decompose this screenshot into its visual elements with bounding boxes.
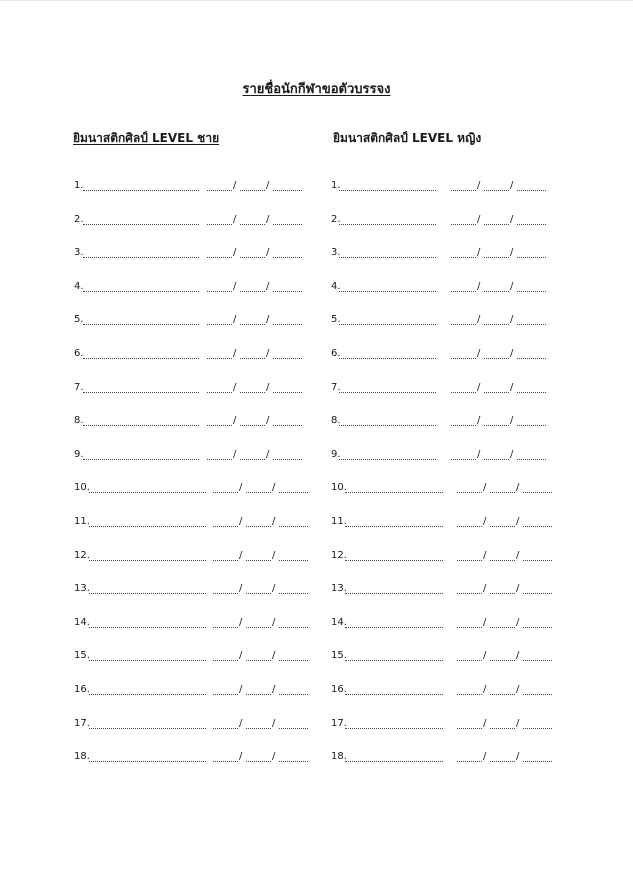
birth-day-field[interactable] (213, 593, 238, 594)
date-separator: / (516, 650, 520, 662)
birth-year-field[interactable] (517, 291, 546, 292)
date-separator: / (239, 549, 243, 561)
athlete-name-field[interactable] (339, 392, 436, 393)
date-separator: / (233, 381, 237, 393)
date-separator: / (477, 180, 481, 191)
date-separator: / (239, 683, 243, 695)
date-separator: / (272, 482, 276, 494)
birth-day-field[interactable] (213, 526, 238, 527)
athlete-name-field[interactable] (345, 694, 443, 695)
date-separator: / (239, 583, 243, 595)
date-separator: / (516, 583, 520, 595)
entry-number: 7. (74, 381, 84, 393)
birth-year-field[interactable] (279, 627, 308, 628)
date-separator: / (239, 515, 243, 527)
entry-number: 15. (74, 650, 90, 662)
birth-year-field[interactable] (279, 492, 308, 493)
birth-day-field[interactable] (207, 358, 232, 359)
date-separator: / (477, 448, 481, 460)
birth-month-field[interactable] (484, 425, 509, 426)
birth-day-field[interactable] (213, 761, 238, 762)
birth-year-field[interactable] (273, 324, 302, 325)
date-separator: / (239, 650, 243, 662)
birth-year-field[interactable] (273, 257, 302, 258)
birth-day-field[interactable] (213, 560, 238, 561)
birth-month-field[interactable] (246, 694, 271, 695)
birth-year-field[interactable] (273, 224, 302, 225)
date-separator: / (272, 751, 276, 763)
birth-day-field[interactable] (451, 425, 476, 426)
entry-number: 14. (331, 616, 347, 628)
date-separator: / (272, 616, 276, 628)
date-separator: / (233, 448, 237, 460)
birth-year-field[interactable] (517, 358, 546, 359)
entry-number: 13. (331, 583, 347, 595)
birth-year-field[interactable] (517, 224, 546, 225)
birth-month-field[interactable] (246, 560, 271, 561)
birth-day-field[interactable] (207, 459, 232, 460)
entry-number: 3. (74, 247, 84, 259)
date-separator: / (483, 616, 487, 628)
date-separator: / (477, 381, 481, 393)
birth-day-field[interactable] (451, 392, 476, 393)
birth-month-field[interactable] (490, 526, 515, 527)
entry-number: 12. (331, 549, 347, 561)
date-separator: / (483, 549, 487, 561)
birth-month-field[interactable] (240, 459, 265, 460)
birth-day-field[interactable] (457, 660, 482, 661)
date-separator: / (510, 448, 514, 460)
document-title: รายชื่อนักกีฬาขอตัวบรรจง (242, 82, 391, 97)
birth-month-field[interactable] (240, 324, 265, 325)
entry-number: 5. (74, 314, 84, 326)
date-separator: / (516, 683, 520, 695)
date-separator: / (510, 347, 514, 359)
athlete-name-field[interactable] (339, 257, 436, 258)
entry-number: 15. (331, 650, 347, 662)
date-separator: / (477, 247, 481, 259)
birth-day-field[interactable] (457, 560, 482, 561)
birth-day-field[interactable] (457, 492, 482, 493)
entry-number: 8. (74, 415, 84, 427)
date-separator: / (516, 515, 520, 527)
birth-month-field[interactable] (484, 291, 509, 292)
birth-day-field[interactable] (457, 761, 482, 762)
birth-month-field[interactable] (490, 694, 515, 695)
date-separator: / (233, 247, 237, 259)
athlete-name-field[interactable] (339, 224, 436, 225)
birth-day-field[interactable] (207, 392, 232, 393)
athlete-name-field[interactable] (345, 761, 443, 762)
birth-day-field[interactable] (451, 324, 476, 325)
birth-month-field[interactable] (246, 593, 271, 594)
birth-day-field[interactable] (457, 627, 482, 628)
entry-number: 10. (331, 482, 347, 494)
birth-month-field[interactable] (246, 492, 271, 493)
date-separator: / (272, 650, 276, 662)
birth-year-field[interactable] (523, 492, 552, 493)
date-separator: / (510, 180, 514, 191)
birth-month-field[interactable] (240, 257, 265, 258)
athlete-name-field[interactable] (89, 492, 206, 493)
birth-year-field[interactable] (523, 627, 552, 628)
birth-year-field[interactable] (273, 392, 302, 393)
date-separator: / (233, 213, 237, 225)
birth-year-field[interactable] (517, 257, 546, 258)
athlete-name-field[interactable] (89, 761, 206, 762)
athlete-name-field[interactable] (83, 324, 199, 325)
birth-day-field[interactable] (451, 224, 476, 225)
date-separator: / (239, 751, 243, 763)
birth-year-field[interactable] (273, 358, 302, 359)
date-separator: / (516, 549, 520, 561)
athlete-name-field[interactable] (339, 459, 436, 460)
birth-day-field[interactable] (213, 660, 238, 661)
date-separator: / (483, 583, 487, 595)
date-separator: / (483, 515, 487, 527)
birth-day-field[interactable] (457, 526, 482, 527)
entry-number: 11. (74, 515, 90, 527)
athlete-name-field[interactable] (345, 593, 443, 594)
entry-number: 17. (331, 717, 347, 729)
birth-day-field[interactable] (457, 728, 482, 729)
entry-number: 5. (331, 314, 341, 326)
birth-month-field[interactable] (484, 459, 509, 460)
birth-year-field[interactable] (279, 526, 308, 527)
birth-year-field[interactable] (279, 593, 308, 594)
birth-month-field[interactable] (484, 392, 509, 393)
birth-month-field[interactable] (490, 761, 515, 762)
date-separator: / (477, 314, 481, 326)
birth-month-field[interactable] (240, 291, 265, 292)
birth-month-field[interactable] (490, 728, 515, 729)
birth-year-field[interactable] (279, 560, 308, 561)
athlete-name-field[interactable] (83, 291, 199, 292)
date-separator: / (233, 415, 237, 427)
date-separator: / (510, 381, 514, 393)
birth-month-field[interactable] (240, 392, 265, 393)
birth-day-field[interactable] (213, 728, 238, 729)
date-separator: / (233, 314, 237, 326)
birth-year-field[interactable] (517, 425, 546, 426)
date-separator: / (266, 381, 270, 393)
birth-year-field[interactable] (523, 526, 552, 527)
athlete-name-field[interactable] (345, 728, 443, 729)
entry-number: 6. (74, 347, 84, 359)
entry-number: 11. (331, 515, 347, 527)
birth-year-field[interactable] (279, 694, 308, 695)
birth-day-field[interactable] (207, 324, 232, 325)
birth-day-field[interactable] (207, 190, 232, 191)
date-separator: / (516, 751, 520, 763)
entry-number: 1. (74, 180, 84, 191)
date-separator: / (233, 180, 237, 191)
athlete-name-field[interactable] (89, 660, 206, 661)
birth-day-field[interactable] (207, 425, 232, 426)
date-separator: / (266, 347, 270, 359)
athlete-name-field[interactable] (345, 627, 443, 628)
entry-number: 6. (331, 347, 341, 359)
birth-day-field[interactable] (451, 190, 476, 191)
date-separator: / (516, 717, 520, 729)
birth-day-field[interactable] (451, 257, 476, 258)
birth-month-field[interactable] (240, 425, 265, 426)
birth-year-field[interactable] (279, 728, 308, 729)
entry-number: 16. (331, 683, 347, 695)
birth-day-field[interactable] (457, 593, 482, 594)
birth-day-field[interactable] (451, 358, 476, 359)
birth-day-field[interactable] (213, 694, 238, 695)
birth-year-field[interactable] (523, 660, 552, 661)
date-separator: / (516, 616, 520, 628)
athlete-name-field[interactable] (345, 526, 443, 527)
athlete-name-field[interactable] (339, 425, 436, 426)
athlete-name-field[interactable] (83, 392, 199, 393)
birth-day-field[interactable] (207, 224, 232, 225)
athlete-name-field[interactable] (345, 660, 443, 661)
date-separator: / (266, 247, 270, 259)
date-separator: / (510, 213, 514, 225)
date-separator: / (477, 415, 481, 427)
birth-year-field[interactable] (279, 660, 308, 661)
birth-month-field[interactable] (246, 728, 271, 729)
birth-year-field[interactable] (517, 190, 546, 191)
athlete-name-field[interactable] (83, 425, 199, 426)
entry-number: 18. (74, 751, 90, 763)
athlete-name-field[interactable] (339, 324, 436, 325)
entry-number: 9. (331, 448, 341, 460)
entry-number: 2. (331, 213, 341, 225)
male-column-heading: ยิมนาสติกศิลป์ LEVEL ชาย (73, 131, 220, 145)
date-separator: / (239, 717, 243, 729)
birth-year-field[interactable] (523, 761, 552, 762)
date-separator: / (272, 683, 276, 695)
athlete-name-field[interactable] (89, 526, 206, 527)
entry-number: 7. (331, 381, 341, 393)
birth-year-field[interactable] (279, 761, 308, 762)
date-separator: / (233, 347, 237, 359)
date-separator: / (477, 280, 481, 292)
birth-month-field[interactable] (246, 761, 271, 762)
birth-year-field[interactable] (523, 593, 552, 594)
birth-month-field[interactable] (490, 660, 515, 661)
entry-number: 9. (74, 448, 84, 460)
date-separator: / (477, 213, 481, 225)
date-separator: / (266, 280, 270, 292)
date-separator: / (477, 347, 481, 359)
entry-number: 12. (74, 549, 90, 561)
athlete-name-field[interactable] (89, 560, 206, 561)
entry-number: 1. (331, 180, 341, 191)
birth-year-field[interactable] (523, 560, 552, 561)
date-separator: / (483, 751, 487, 763)
athlete-name-field[interactable] (339, 190, 436, 191)
athlete-name-field[interactable] (89, 593, 206, 594)
birth-month-field[interactable] (490, 492, 515, 493)
birth-month-field[interactable] (246, 660, 271, 661)
date-separator: / (272, 515, 276, 527)
birth-month-field[interactable] (246, 526, 271, 527)
athlete-name-field[interactable] (89, 627, 206, 628)
birth-month-field[interactable] (490, 560, 515, 561)
entry-number: 3. (331, 247, 341, 259)
birth-day-field[interactable] (213, 492, 238, 493)
birth-day-field[interactable] (457, 694, 482, 695)
birth-day-field[interactable] (451, 459, 476, 460)
athlete-name-field[interactable] (89, 694, 206, 695)
athlete-name-field[interactable] (345, 560, 443, 561)
entry-number: 14. (74, 616, 90, 628)
date-separator: / (266, 314, 270, 326)
birth-day-field[interactable] (213, 627, 238, 628)
birth-day-field[interactable] (451, 291, 476, 292)
date-separator: / (239, 482, 243, 494)
birth-month-field[interactable] (490, 627, 515, 628)
birth-month-field[interactable] (484, 257, 509, 258)
date-separator: / (272, 549, 276, 561)
birth-day-field[interactable] (207, 257, 232, 258)
birth-year-field[interactable] (517, 392, 546, 393)
date-separator: / (233, 280, 237, 292)
date-separator: / (239, 616, 243, 628)
birth-month-field[interactable] (246, 627, 271, 628)
date-separator: / (266, 180, 270, 191)
birth-month-field[interactable] (484, 224, 509, 225)
athlete-name-field[interactable] (345, 492, 443, 493)
date-separator: / (510, 314, 514, 326)
entry-number: 4. (74, 280, 84, 292)
athlete-name-field[interactable] (89, 728, 206, 729)
birth-year-field[interactable] (273, 459, 302, 460)
birth-year-field[interactable] (273, 425, 302, 426)
date-separator: / (266, 448, 270, 460)
entry-number: 16. (74, 683, 90, 695)
entry-number: 4. (331, 280, 341, 292)
entry-number: 10. (74, 482, 90, 494)
date-separator: / (266, 415, 270, 427)
date-separator: / (483, 683, 487, 695)
date-separator: / (516, 482, 520, 494)
birth-month-field[interactable] (484, 190, 509, 191)
birth-year-field[interactable] (273, 190, 302, 191)
athlete-name-field[interactable] (83, 459, 199, 460)
birth-month-field[interactable] (240, 190, 265, 191)
athlete-name-field[interactable] (83, 358, 199, 359)
female-column-heading: ยิมนาสติกศิลป์ LEVEL หญิง (333, 131, 482, 145)
date-separator: / (510, 415, 514, 427)
athlete-name-field[interactable] (339, 358, 436, 359)
date-separator: / (272, 583, 276, 595)
date-separator: / (483, 482, 487, 494)
athlete-name-field[interactable] (83, 257, 199, 258)
date-separator: / (510, 247, 514, 259)
entry-number: 2. (74, 213, 84, 225)
birth-month-field[interactable] (490, 593, 515, 594)
birth-month-field[interactable] (484, 358, 509, 359)
birth-year-field[interactable] (273, 291, 302, 292)
birth-month-field[interactable] (240, 224, 265, 225)
birth-year-field[interactable] (517, 324, 546, 325)
athlete-name-field[interactable] (83, 190, 199, 191)
entry-number: 17. (74, 717, 90, 729)
birth-year-field[interactable] (517, 459, 546, 460)
athlete-name-field[interactable] (339, 291, 436, 292)
birth-month-field[interactable] (240, 358, 265, 359)
date-separator: / (272, 717, 276, 729)
birth-month-field[interactable] (484, 324, 509, 325)
athlete-name-field[interactable] (83, 224, 199, 225)
entry-number: 18. (331, 751, 347, 763)
date-separator: / (266, 213, 270, 225)
date-separator: / (483, 650, 487, 662)
birth-year-field[interactable] (523, 694, 552, 695)
date-separator: / (510, 280, 514, 292)
birth-year-field[interactable] (523, 728, 552, 729)
entry-number: 13. (74, 583, 90, 595)
date-separator: / (483, 717, 487, 729)
entry-number: 8. (331, 415, 341, 427)
birth-day-field[interactable] (207, 291, 232, 292)
